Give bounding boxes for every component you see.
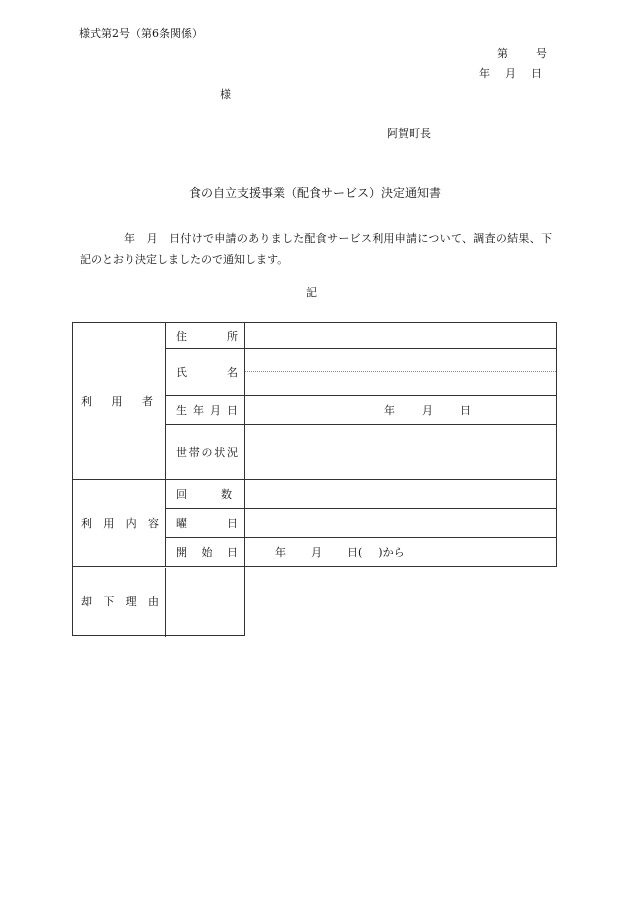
- weekday-field[interactable]: [245, 509, 557, 538]
- date-day: 日: [531, 67, 542, 80]
- date-month: 月: [505, 67, 516, 80]
- document-date: [479, 68, 542, 79]
- name-label: 氏 名: [166, 349, 245, 396]
- number-dai: 第: [497, 47, 508, 60]
- name-field[interactable]: [245, 349, 557, 396]
- rejection-field[interactable]: [166, 569, 556, 636]
- name-divider: [245, 371, 556, 372]
- weekday-label: 曜 日: [166, 509, 245, 538]
- ki-heading: 記: [306, 286, 317, 299]
- issuer: 阿賀町長: [387, 127, 431, 140]
- rejection-label-cell: 却 下 理 由: [73, 567, 245, 636]
- form-label: 様式第2号（第6条関係）: [79, 27, 203, 40]
- start-date-field[interactable]: 年 月 日( )から: [245, 538, 557, 567]
- address-label: 住 所: [166, 323, 245, 349]
- birthdate-field[interactable]: 年 月 日: [245, 396, 557, 425]
- household-field[interactable]: [245, 425, 557, 480]
- times-label: 回 数: [166, 480, 245, 509]
- address-field[interactable]: [245, 323, 557, 349]
- household-label: 世 帯 の 状 況: [166, 425, 245, 480]
- times-field[interactable]: [245, 480, 557, 509]
- date-year: 年: [479, 67, 490, 80]
- document-number: [497, 48, 547, 59]
- number-go: 号: [536, 47, 547, 60]
- document-title: 食の自立支援事業（配食サービス）決定通知書: [188, 186, 441, 200]
- body-paragraph: 年 月 日付けで申請のありました配食サービス利用申請について、調査の結果、下記のとおり決定しましたので通知します。: [80, 232, 552, 266]
- user-group-label: 利 用 者: [73, 323, 166, 480]
- usage-group-label: 利 用 内 容: [73, 480, 166, 567]
- start-date-label: 開 始 日: [166, 538, 245, 567]
- birthdate-label: 生 年 月 日: [166, 396, 245, 425]
- addressee: 様: [220, 88, 231, 101]
